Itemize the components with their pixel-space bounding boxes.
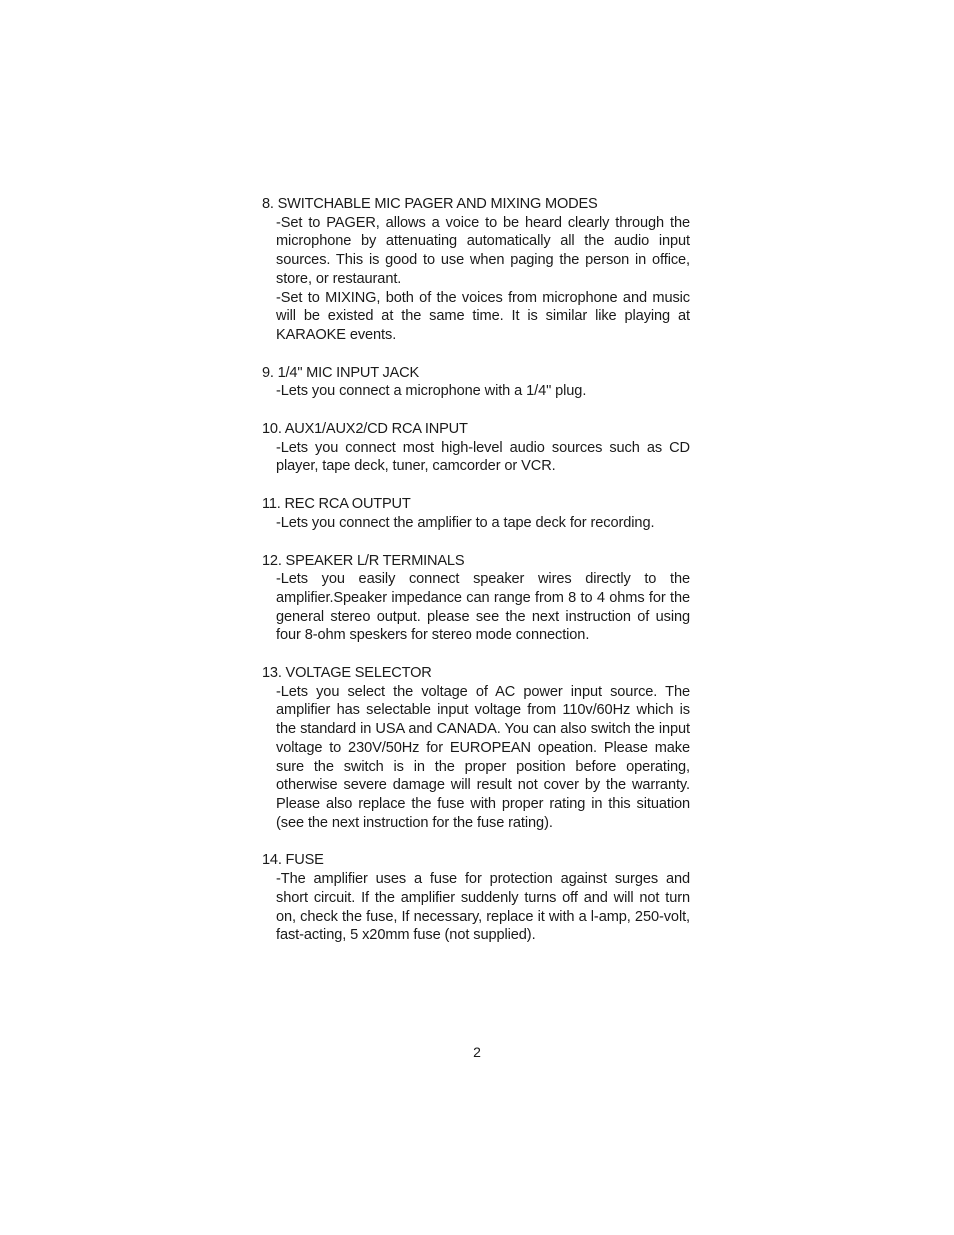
section-paragraph: -Lets you select the voltage of AC power input source. The amplifier has selectable input voltage from 110v/60Hz which is the standard in USA and CANADA. You can also switch the input voltage to 230V/50Hz for EUROPEAN opeation. Please make sure the switch is in the proper position before operating, otherwise severe damage will result not cover by the warranty. Please also replace the fuse with proper rating in this situation (see the next instruction for the fuse rating). xyxy=(276,683,690,831)
section-heading: 10. AUX1/AUX2/CD RCA INPUT xyxy=(262,421,468,438)
section-mic-input-jack xyxy=(262,364,690,401)
page-number: 2 xyxy=(473,1044,481,1060)
section-voltage-selector xyxy=(262,664,690,832)
section-fuse xyxy=(262,851,690,945)
section-heading: 12. SPEAKER L/R TERMINALS xyxy=(262,552,465,569)
section-heading: 14. FUSE xyxy=(262,852,324,869)
page-content xyxy=(262,195,690,964)
section-heading: 11. REC RCA OUTPUT xyxy=(262,496,411,513)
section-paragraph: -The amplifier uses a fuse for protection against surges and short circuit. If the amplifier suddenly turns off and will not turn on, check the fuse, If necessary, replace it with a l-amp, 250-volt, fast-acting, 5 x20mm fuse (not supplied). xyxy=(276,871,690,944)
section-paragraph: -Lets you connect a microphone with a 1/4" plug. xyxy=(276,383,587,400)
section-rec-rca-output xyxy=(262,495,690,532)
section-aux-cd-rca-input xyxy=(262,420,690,476)
section-paragraph: -Lets you connect most high-level audio sources such as CD player, tape deck, tuner, camcorder or VCR. xyxy=(276,439,690,475)
section-heading: 13. VOLTAGE SELECTOR xyxy=(262,665,432,682)
section-heading: 8. SWITCHABLE MIC PAGER AND MIXING MODES xyxy=(262,196,598,212)
section-speaker-terminals xyxy=(262,552,690,646)
section-paragraph: -Lets you connect the amplifier to a tape deck for recording. xyxy=(276,514,655,531)
section-paragraph: -Set to PAGER, allows a voice to be heard clearly through the microphone by attenuating automatically all the audio input sources. This is good to use when paging the person in office, store, or restaurant. xyxy=(276,214,690,287)
section-paragraph: -Lets you easily connect speaker wires directly to the amplifier.Speaker impedance can range from 8 to 4 ohms for the general stereo output. please see the next instruction of using four 8-ohm speskers for stereo mode connection. xyxy=(276,571,690,644)
section-heading: 9. 1/4" MIC INPUT JACK xyxy=(262,364,420,381)
section-mic-pager-mixing xyxy=(262,195,690,345)
section-paragraph: -Set to MIXING, both of the voices from microphone and music will be existed at the same time. It is similar like playing at KARAOKE events. xyxy=(276,289,690,343)
